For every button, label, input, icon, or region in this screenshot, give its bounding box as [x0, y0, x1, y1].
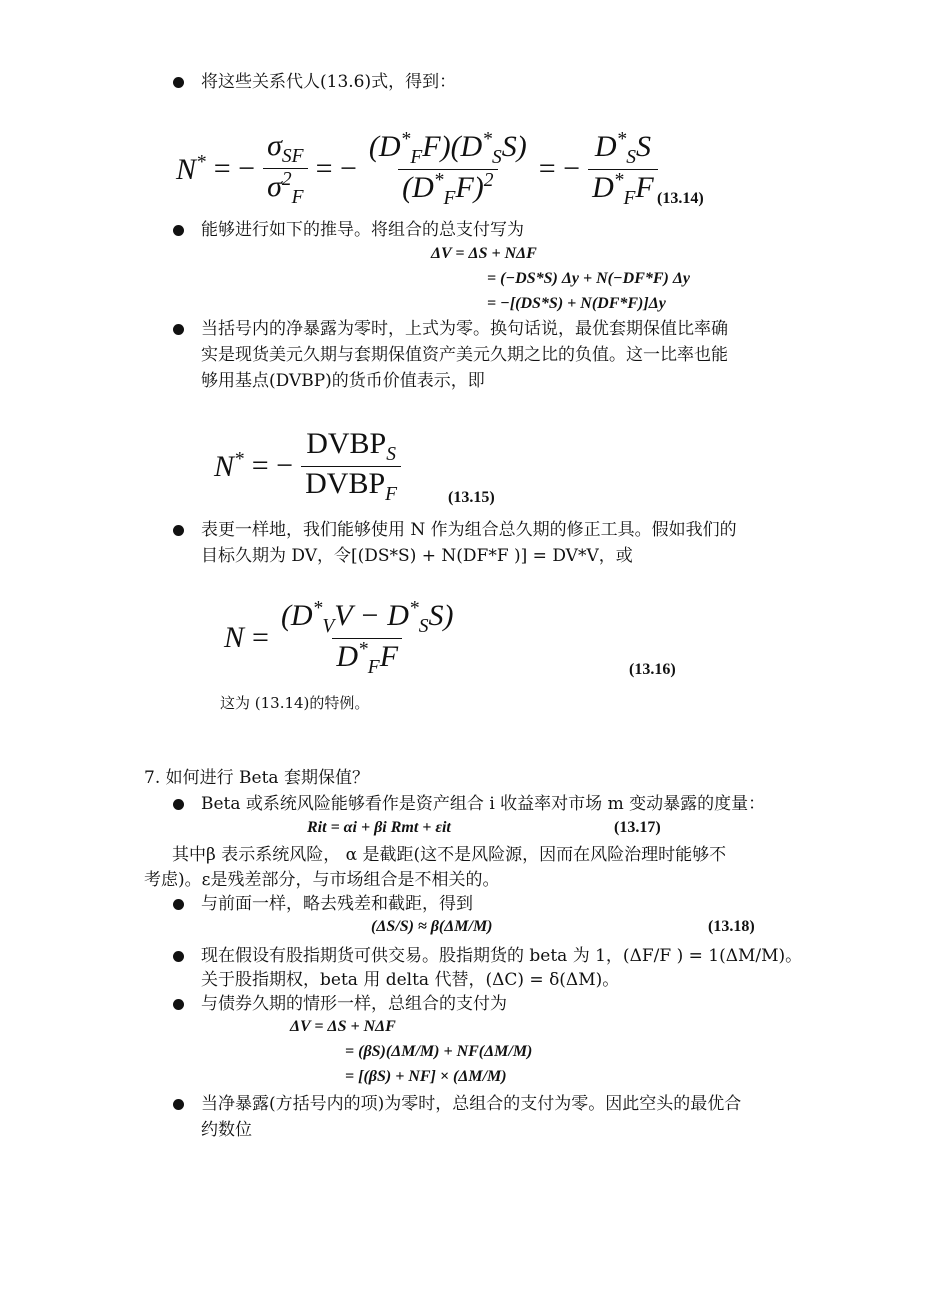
- text-line: 能够进行如下的推导。将组合的总支付写为: [201, 220, 524, 240]
- text-line: Beta 或系统风险能够看作是资产组合 i 收益率对市场 m 变动暴露的度量：: [201, 794, 766, 814]
- bullet: [173, 324, 184, 335]
- text-line: 当括号内的净暴露为零时，上式为零。换句话说，最优套期保值比率确: [201, 319, 728, 339]
- equation-number: (13.15): [448, 489, 495, 506]
- text-line: 与前面一样，略去残差和截距，得到: [201, 894, 473, 914]
- bullet: [173, 77, 184, 88]
- text-line: 这为 (13.14)的特例。: [220, 694, 370, 712]
- formula: Rit = αi + βi Rmt + εit: [307, 819, 451, 836]
- text-line: 够用基点(DVBP)的货币价值表示，即: [201, 371, 485, 391]
- equation-number: (13.18): [708, 918, 755, 935]
- bullet: [173, 225, 184, 236]
- section-heading: 7. 如何进行 Beta 套期保值？: [144, 768, 369, 788]
- equation-number: (13.17): [614, 819, 661, 836]
- bullet: [173, 799, 184, 810]
- bullet: [173, 525, 184, 536]
- bullet: [173, 951, 184, 962]
- bullet: [173, 1099, 184, 1110]
- text-line: 当净暴露(方括号内的项)为零时，总组合的支付为零。因此空头的最优合: [201, 1094, 742, 1114]
- equation-13-14: N* = − $\frac{\sigma_{SF}}{\sigma^2_F}$ = − $\frac{(D^*_FF)(D^*_SS)}{(D^*_FF)^2}$ = − $\frac{D^*_SS}{D^*_FF}$: [176, 134, 658, 204]
- derivation-line: = −[(DS*S) + N(DF*F)]Δy: [487, 295, 666, 312]
- text-line: 目标久期为 DV，令[(DS*S) + N(DF*F )] = DV*V，或: [201, 546, 633, 566]
- text-line: 与债券久期的情形一样，总组合的支付为: [201, 994, 507, 1014]
- equation-number: (13.14): [657, 190, 704, 207]
- derivation-line: ΔV = ΔS + NΔF: [431, 245, 537, 262]
- text-line: 将这些关系代人(13.6)式，得到：: [201, 72, 457, 92]
- formula: = [(βS) + NF] × (ΔM/M): [345, 1068, 507, 1085]
- text-line: 其中β 表示系统风险， α 是截距(这不是风险源，因而在风险治理时能够不: [172, 845, 727, 865]
- text-line: 考虑)。ε是残差部分，与市场组合是不相关的。: [144, 870, 500, 890]
- equation-number: (13.16): [629, 661, 676, 678]
- formula: (ΔS/S) ≈ β(ΔM/M): [371, 918, 493, 935]
- text-line: 表更一样地，我们能够使用 N 作为组合总久期的修正工具。假如我们的: [201, 520, 737, 540]
- derivation-line: = (−DS*S) Δy + N(−DF*F) Δy: [487, 270, 691, 287]
- formula: ΔV = ΔS + NΔF: [290, 1018, 396, 1035]
- equation-13-15: N* = − $\frac{DVBP_S}{DVBP_F}$: [214, 428, 401, 504]
- equation-13-16: N = $\frac{(D^*_VV - D^*_SS)}{D^*_FF}$: [224, 597, 454, 678]
- formula: = (βS)(ΔM/M) + NF(ΔM/M): [345, 1043, 533, 1060]
- bullet: [173, 899, 184, 910]
- text-line: 约数位: [201, 1120, 252, 1140]
- bullet: [173, 999, 184, 1010]
- text-line: 关于股指期权，beta 用 delta 代替，(ΔC) = δ(ΔM)。: [201, 970, 620, 990]
- text-line: 实是现货美元久期与套期保值资产美元久期之比的负值。这一比率也能: [201, 345, 728, 365]
- text-line: 现在假设有股指期货可供交易。股指期货的 beta 为 1，(ΔF/F ) = 1(ΔM/M)。: [201, 946, 803, 966]
